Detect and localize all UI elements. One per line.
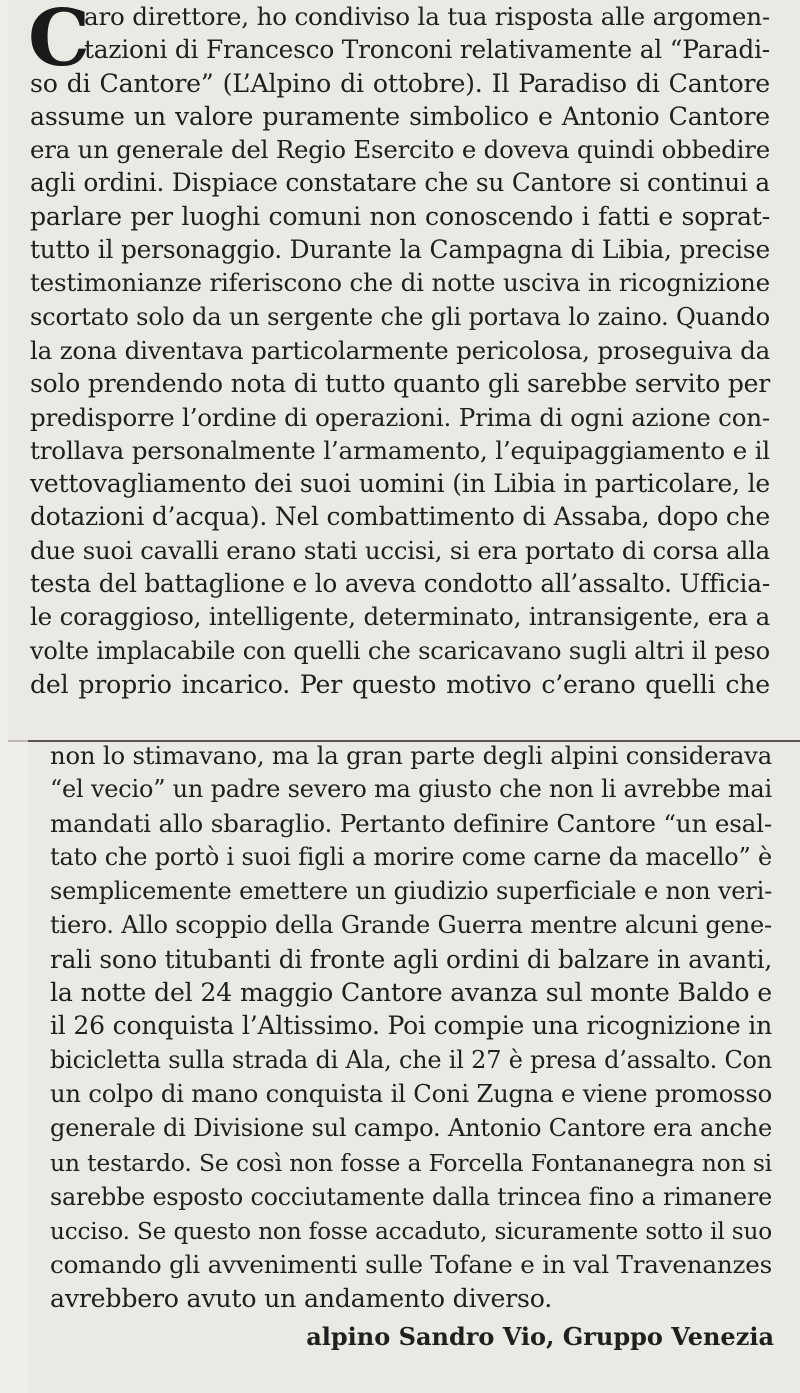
text-line: trollava personalmente l’armamento, l’equipaggiamento e il [30, 435, 770, 465]
text-line: vettovagliamento dei suoi uomini (in Libia in particolare, le [30, 469, 770, 499]
text-line: avrebbero avuto un andamento diverso. [50, 1283, 553, 1313]
text-line: tazioni di Francesco Tronconi relativamente al “Paradi- [84, 35, 770, 65]
letter-body-bottom [50, 739, 772, 1315]
text-line: testimonianze riferiscono che di notte usciva in ricognizione [30, 268, 770, 298]
text-line: la zona diventava particolarmente pericolosa, proseguiva da [30, 335, 770, 365]
text-line: era un generale del Regio Esercito e doveva quindi obbedire [30, 135, 770, 165]
text-line: testa del battaglione e lo aveva condotto all’assalto. Ufficia- [30, 569, 770, 599]
text-line: predisporre l’ordine di operazioni. Prima di ogni azione con- [30, 402, 770, 432]
text-line: del proprio incarico. Per questo motivo c’erano quelli che [30, 669, 770, 699]
signature: alpino Sandro Vio, Gruppo Venezia [306, 1322, 774, 1351]
text-line: bicicletta sulla strada di Ala, che il 27 è presa d’assalto. Con [50, 1045, 772, 1074]
text-line: il 26 conquista l’Altissimo. Poi compie una ricognizione in [50, 1011, 772, 1041]
text-line: solo prendendo nota di tutto quanto gli sarebbe servito per [30, 369, 770, 399]
text-line: generale di Divisione sul campo. Antonio Cantore era anche [50, 1114, 772, 1143]
text-line: tutto il personaggio. Durante la Campagna di Libia, precise [30, 235, 770, 265]
text-line: dotazioni d’acqua). Nel combattimento di Assaba, dopo che [30, 502, 770, 532]
text-line: parlare per luoghi comuni non conoscendo i fatti e soprat- [30, 201, 770, 231]
text-line: so di Cantore” (L’Alpino di ottobre). Il Paradiso di Cantore [30, 68, 770, 98]
text-line: assume un valore puramente simbolico e Antonio Cantore [30, 101, 770, 131]
text-line: rali sono titubanti di fronte agli ordini di balzare in avanti, [50, 944, 772, 974]
text-line: non lo stimavano, ma la gran parte degli alpini considerava [50, 741, 772, 770]
text-line: volte implacabile con quelli che scaricavano sugli altri il peso [30, 636, 770, 665]
text-line: le coraggioso, intelligente, determinato, intransigente, era a [30, 602, 770, 632]
text-line: aro direttore, ho condiviso la tua risposta alle argomen- [84, 2, 770, 31]
text-line: agli ordini. Dispiace constatare che su Cantore si continui a [30, 168, 770, 198]
text-line: sarebbe esposto cocciutamente dalla trincea fino a rimanere [50, 1182, 772, 1211]
text-line: comando gli avvenimenti sulle Tofane e in val Travenanzes [50, 1250, 772, 1280]
drop-cap: C [28, 0, 91, 84]
letter-body-top [30, 0, 770, 701]
text-line: un colpo di mano conquista il Coni Zugna e viene promosso [50, 1079, 772, 1108]
text-line: semplicemente emettere un giudizio superficiale e non veri- [50, 877, 772, 906]
text-line: “el vecio” un padre severo ma giusto che non li avrebbe mai [50, 775, 772, 804]
text-line: la notte del 24 maggio Cantore avanza sul monte Baldo e [50, 978, 772, 1008]
text-line: due suoi cavalli erano stati uccisi, si era portato di corsa alla [30, 535, 770, 565]
text-line: scortato solo da un sergente che gli portava lo zaino. Quando [30, 302, 770, 331]
text-line: un testardo. Se così non fosse a Forcella Fontananegra non si [50, 1148, 772, 1177]
text-line: mandati allo sbaraglio. Pertanto definire Cantore “un esal- [50, 808, 772, 838]
text-line: tiero. Allo scoppio della Grande Guerra mentre alcuni gene- [50, 911, 772, 940]
text-line: tato che portò i suoi figli a morire come carne da macello” è [50, 842, 772, 871]
text-line: ucciso. Se questo non fosse accaduto, sicuramente sotto il suo [50, 1218, 772, 1246]
